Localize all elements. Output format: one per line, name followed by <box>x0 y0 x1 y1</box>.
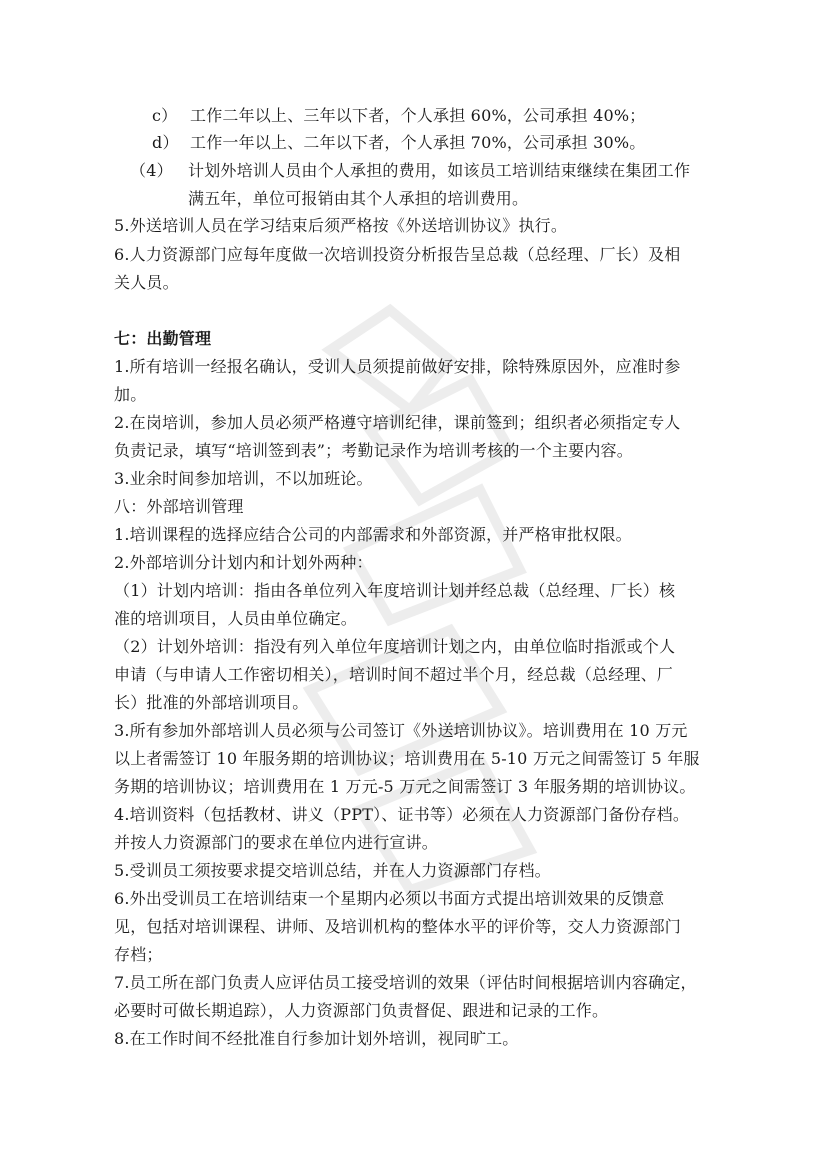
paragraph-text: 并按人力资源部门的要求在单位内进行宣讲。 <box>114 833 439 852</box>
paragraph-line <box>114 802 689 828</box>
paragraph-line <box>114 522 632 548</box>
section-heading-external-training <box>114 494 244 520</box>
paragraph-text: 6.人力资源部门应每年度做一次培训投资分析报告呈总裁（总经理、厂长）及相 <box>114 245 681 264</box>
heading-text: 七：出勤管理 <box>114 329 212 348</box>
paragraph-line <box>114 382 146 408</box>
list-item-label: c） <box>152 106 178 125</box>
paragraph-line <box>114 466 373 492</box>
paragraph-line <box>114 270 179 296</box>
paragraph-line <box>114 634 675 660</box>
paragraph-line <box>114 606 357 632</box>
paragraph-line <box>114 886 664 912</box>
paragraph-text: 准的培训项目，人员由单位确定。 <box>114 609 358 628</box>
paragraph-text: 8.在工作时间不经批准自行参加计划外培训，视同旷工。 <box>114 1029 519 1048</box>
paragraph-line <box>114 410 680 436</box>
paragraph-text: 6.外出受训员工在培训结束一个星期内必须以书面方式提出培训效果的反馈意 <box>114 889 665 908</box>
paragraph-line <box>114 718 688 744</box>
paragraph-text: 1.所有培训一经报名确认，受训人员须提前做好安排，除特殊原因外，应准时参 <box>114 357 681 376</box>
paragraph-line <box>114 213 567 239</box>
paragraph-line <box>114 830 438 856</box>
paragraph-line <box>114 774 696 800</box>
list-item-c <box>152 103 646 129</box>
heading-text: 八：外部培训管理 <box>114 497 244 516</box>
paragraph-line <box>114 354 680 380</box>
paragraph-text: 见，包括对培训课程、讲师、及培训机构的整体水平的评价等，交人力资源部门 <box>114 917 682 936</box>
paragraph-text: （2）计划外培训：指没有列入单位年度培训计划之内，由单位临时指派或个人 <box>114 637 676 656</box>
list-item-4 <box>130 158 690 184</box>
paragraph-text: 3.业余时间参加培训，不以加班论。 <box>114 469 373 488</box>
list-item-text: 计划外培训人员由个人承担的费用，如该员工培训结束继续在集团工作 <box>188 161 691 180</box>
paragraph-line <box>114 690 308 716</box>
paragraph-line <box>114 438 633 464</box>
list-item-label: d） <box>152 133 179 152</box>
paragraph-line <box>114 746 700 772</box>
paragraph-text: 满五年，单位可报销由其个人承担的培训费用。 <box>188 189 529 208</box>
paragraph-line <box>114 242 680 268</box>
paragraph-line <box>114 998 608 1024</box>
paragraph-line <box>114 970 697 996</box>
list-item-label: （4） <box>130 161 173 180</box>
list-item-d <box>152 130 646 156</box>
paragraph-text: 7.员工所在部门负责人应评估员工接受培训的效果（评估时间根据培训内容确定， <box>114 973 697 992</box>
section-heading-attendance <box>114 326 211 352</box>
paragraph-text: 4.培训资料（包括教材、讲义（PPT）、证书等）必须在人力资源部门备份存档。 <box>114 805 690 824</box>
paragraph-line <box>114 1026 518 1052</box>
paragraph-text: 长）批准的外部培训项目。 <box>114 693 309 712</box>
paragraph-line <box>114 662 673 688</box>
paragraph-line <box>114 550 373 576</box>
paragraph-text: 5.外送培训人员在学习结束后须严格按《外送培训协议》执行。 <box>114 216 568 235</box>
paragraph-line <box>114 914 681 940</box>
paragraph-text: 关人员。 <box>114 273 179 292</box>
paragraph-text: 3.所有参加外部培训人员必须与公司签订《外送培训协议》。培训费用在 10 万元 <box>114 721 688 740</box>
paragraph-text: 存档； <box>114 945 163 964</box>
list-item-text: 工作二年以上、三年以下者，个人承担 60%，公司承担 40%； <box>190 106 646 125</box>
paragraph-text: 1.培训课程的选择应结合公司的内部需求和外部资源，并严格审批权限。 <box>114 525 632 544</box>
paragraph-text: 务期的培训协议；培训费用在 1 万元-5 万元之间需签订 3 年服务期的培训协议。 <box>114 777 696 796</box>
paragraph-text: 加。 <box>114 385 147 404</box>
paragraph-text: 5.受训员工须按要求提交培训总结，并在人力资源部门存档。 <box>114 861 551 880</box>
paragraph-line <box>114 858 551 884</box>
paragraph-text: 2.在岗培训，参加人员必须严格遵守培训纪律，课前签到；组织者必须指定专人 <box>114 413 681 432</box>
paragraph-line <box>114 578 675 604</box>
paragraph-text: （1）计划内培训：指由各单位列入年度培训计划并经总裁（总经理、厂长）核 <box>114 581 676 600</box>
paragraph-text: 申请（与申请人工作密切相关），培训时间不超过半个月，经总裁（总经理、厂 <box>114 665 674 684</box>
paragraph-text: 以上者需签订 10 年服务期的培训协议；培训费用在 5-10 万元之间需签订 5 年服 <box>114 749 700 768</box>
paragraph-line <box>188 186 528 212</box>
paragraph-text: 必要时可做长期追踪），人力资源部门负责督促、跟进和记录的工作。 <box>114 1001 609 1020</box>
paragraph-text: 负责记录，填写“培训签到表”；考勤记录作为培训考核的一个主要内容。 <box>114 441 633 460</box>
paragraph-text: 2.外部培训分计划内和计划外两种： <box>114 553 373 572</box>
list-item-text: 工作一年以上、二年以下者，个人承担 70%，公司承担 30%。 <box>190 133 646 152</box>
paragraph-line <box>114 942 163 968</box>
